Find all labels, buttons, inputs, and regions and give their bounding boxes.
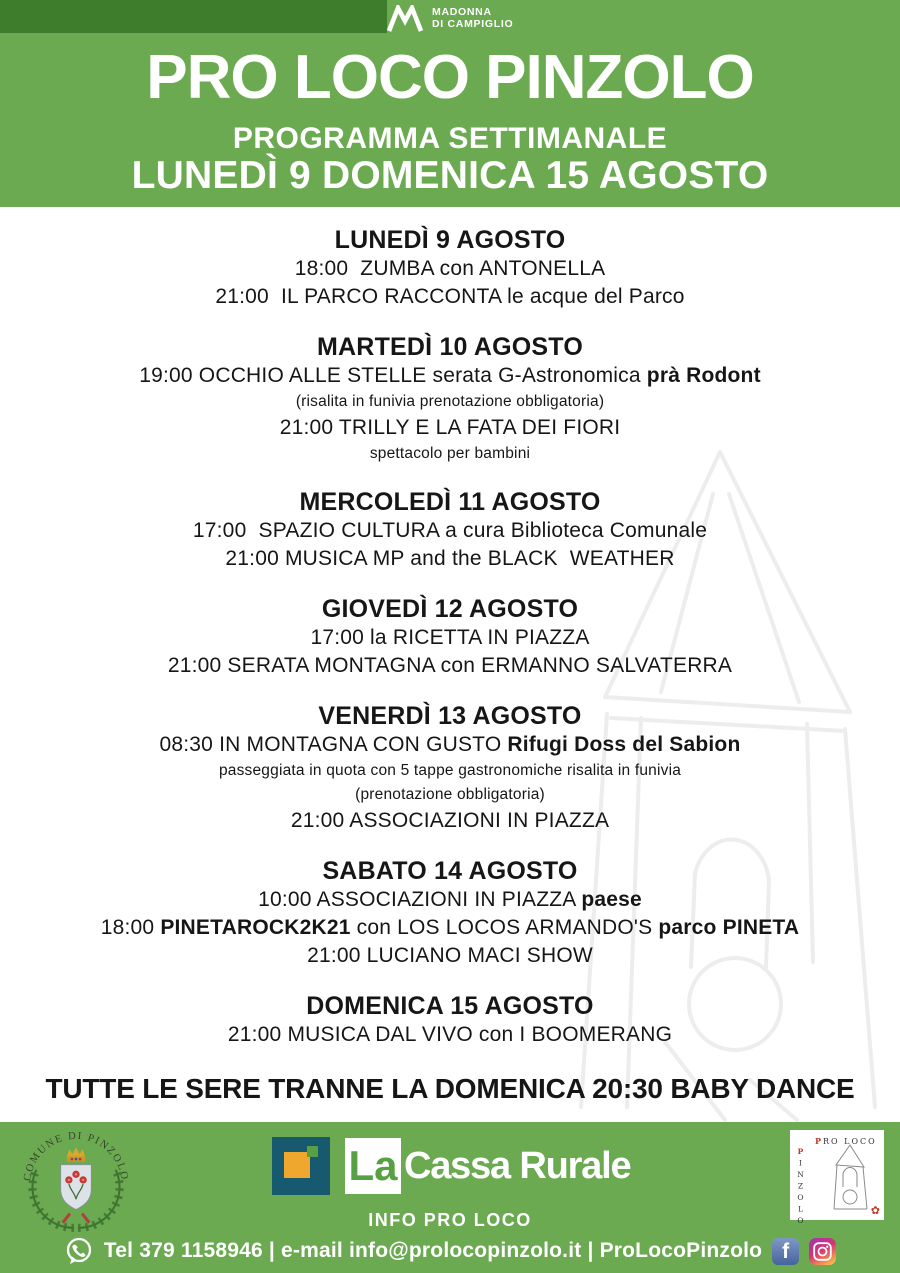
- day-block: [0, 225, 900, 311]
- day-title: SABATO 14 AGOSTO: [322, 857, 578, 885]
- date-range: LUNEDÌ 9 DOMENICA 15 AGOSTO: [131, 154, 769, 197]
- brand-line1: MADONNA: [432, 6, 492, 18]
- proloco-logo-vertical-label: PINZOLO: [796, 1147, 805, 1228]
- mountain-m-icon: [386, 5, 424, 32]
- day-title: LUNEDÌ 9 AGOSTO: [334, 226, 566, 254]
- event-line: 21:00 SERATA MONTAGNA con ERMANNO SALVATERRA: [167, 654, 733, 677]
- event-line: 10:00 ASSOCIAZIONI IN PIAZZA paese: [258, 888, 642, 911]
- seal-crown: [67, 1147, 85, 1161]
- event-line: 21:00 MUSICA MP and the BLACK WEATHER: [225, 547, 675, 570]
- header: [0, 0, 900, 207]
- cassa-rurale-name: Cassa Rurale: [404, 1144, 631, 1187]
- brand-line2: DI CAMPIGLIO: [432, 17, 514, 30]
- event-line: 17:00 SPAZIO CULTURA a cura Biblioteca Comunale: [192, 519, 708, 542]
- event-line: 17:00 la RICETTA IN PIAZZA: [310, 626, 590, 649]
- event-note: (prenotazione obbligatoria): [355, 786, 545, 803]
- day-title: DOMENICA 15 AGOSTO: [306, 992, 594, 1020]
- event-line: 08:30 IN MONTAGNA CON GUSTO Rifugi Doss del Sabion: [159, 733, 741, 756]
- day-block: [0, 332, 900, 466]
- event-line: 18:00 PINETAROCK2K21 con LOS LOCOS ARMANDO'S parco PINETA: [100, 916, 800, 939]
- day-title: GIOVEDÌ 12 AGOSTO: [321, 595, 579, 623]
- madonna-di-campiglio-logo: [386, 5, 513, 32]
- info-pro-loco-label: INFO PRO LOCO: [368, 1210, 532, 1230]
- cassa-rurale-logo: [272, 1136, 630, 1196]
- bell-tower-sketch-icon: [824, 1143, 876, 1213]
- event-note: (risalita in funivia prenotazione obbligatoria): [295, 393, 605, 410]
- contact-text: Tel 379 1158946 | e-mail info@prolocopinzolo.it | ProLocoPinzolo: [103, 1239, 763, 1262]
- event-note: passeggiata in quota con 5 tappe gastronomiche risalita in funivia: [218, 762, 682, 779]
- day-block: [0, 991, 900, 1049]
- facebook-icon: f: [772, 1238, 799, 1265]
- day-block: [0, 856, 900, 970]
- event-line: 21:00 LUCIANO MACI SHOW: [307, 944, 593, 967]
- page-title: PRO LOCO PINZOLO: [146, 43, 754, 112]
- event-note: spettacolo per bambini: [369, 445, 531, 462]
- corner-band: [0, 0, 387, 33]
- event-line: 18:00 ZUMBA con ANTONELLA: [294, 257, 606, 280]
- day-title: VENERDÌ 13 AGOSTO: [318, 702, 582, 730]
- proloco-logo-top-label: PRO LOCO: [815, 1136, 877, 1146]
- red-flower-icon: ✿: [870, 1205, 880, 1217]
- event-line: 21:00 MUSICA DAL VIVO con I BOOMERANG: [227, 1023, 673, 1046]
- weekly-schedule: [0, 207, 900, 1122]
- seal-shield: [61, 1165, 92, 1210]
- footer: [0, 1122, 900, 1273]
- day-title: MERCOLEDÌ 11 AGOSTO: [299, 488, 601, 516]
- baby-dance-banner: TUTTE LE SERE TRANNE LA DOMENICA 20:30 BABY DANCE: [45, 1073, 855, 1104]
- contact-bar: [0, 1236, 900, 1266]
- pro-loco-pinzolo-logo: [790, 1130, 884, 1228]
- event-line: 21:00 IL PARCO RACCONTA le acque del Parco: [215, 285, 685, 308]
- event-line: 21:00 ASSOCIAZIONI IN PIAZZA: [290, 809, 610, 832]
- day-title: MARTEDÌ 10 AGOSTO: [317, 333, 583, 361]
- brand-name: [432, 7, 513, 30]
- day-block: [0, 701, 900, 835]
- instagram-icon: [809, 1238, 836, 1265]
- seal-arc-label: COMUNE DI PINZOLO: [21, 1129, 131, 1182]
- schedule: [0, 225, 900, 1049]
- cassa-rurale-mark-icon: [272, 1137, 330, 1195]
- day-block: [0, 487, 900, 573]
- event-line: 19:00 OCCHIO ALLE STELLE serata G-Astronomica prà Rodont: [139, 364, 761, 387]
- day-block: [0, 594, 900, 680]
- whatsapp-icon: [64, 1236, 94, 1266]
- cassa-rurale-la: La: [345, 1138, 401, 1194]
- subtitle: PROGRAMMA SETTIMANALE: [232, 122, 668, 155]
- event-line: 21:00 TRILLY E LA FATA DEI FIORI: [279, 416, 621, 439]
